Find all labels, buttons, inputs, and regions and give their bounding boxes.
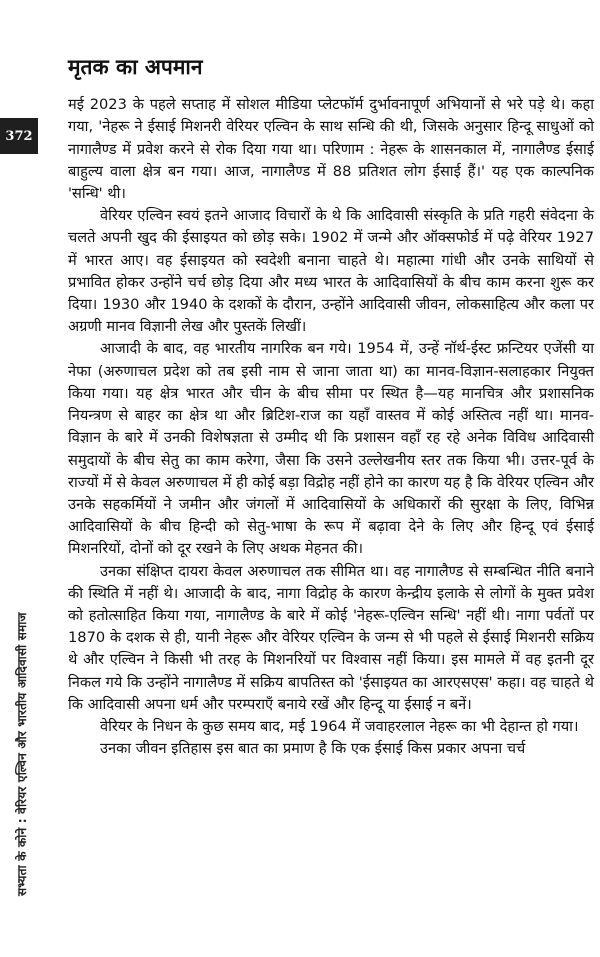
page-number: 372 xyxy=(0,118,38,154)
paragraph: वेरियर के निधन के कुछ समय बाद, मई 1964 में जवाहरलाल नेहरू का भी देहान्त हो गया। xyxy=(100,717,579,735)
page-content xyxy=(68,54,594,760)
paragraph: उनका संक्षिप्त दायरा केवल अरुणाचल तक सीमित था। वह नागालैण्ड से सम्बन्धित नीति बनाने की स्थिति में नहीं थे। आजादी के बाद, नागा विद्रोह के कारण केन्द्रीय इलाके से लोगों के मुक्त प्रवेश को हतोत्साहित किया गया, नागालैण्ड के बारे में कोई 'नेहरू-एल्विन सन्धि' नहीं थी। नागा पर्वतों पर 1870 के दशक से ही, यानी नेहरू और वेरियर एल्विन के जन्म से भी पहले से ईसाई मिशनरी सक्रिय थे और एल्विन ने किसी भी तरह के मिशनरियों पर विश्वास नहीं किया। इस मामले में वह इतनी दूर निकल गये कि उन्होंने नागालैण्ड में सक्रिय बापतिस्त को 'ईसाइयत का आरएसएस' कहा। वह चाहते थे कि आदिवासी अपना धर्म और परम्पराएँ बनाये रखें और हिन्दू या ईसाई न बनें। xyxy=(68,562,594,713)
paragraph: वेरियर एल्विन स्वयं इतने आजाद विचारों के थे कि आदिवासी संस्कृति के प्रति गहरी संवेदना के चलते अपनी खुद की ईसाइयत को छोड़ सके। 1902 में जन्मे और ऑक्सफोर्ड में पढ़े वेरियर 1927 में भारत आए। वह ईसाइयत को स्वदेशी बनाना चाहते थे। महात्मा गांधी और उनके साथियों से प्रभावित होकर उन्होंने चर्च छोड़ दिया और मध्य भारत के आदिवासियों के बीच काम करना शुरू कर दिया। 1930 और 1940 के दशकों के दौरान, उन्होंने आदिवासी जीवन, लोकसाहित्य और कला पर अग्रणी मानव विज्ञानी लेख और पुस्तकें लिखीं। xyxy=(68,207,594,336)
running-head-text: सभ्यता के कोने : वेरियर एल्विन और भारतीय आदिवासी समाज xyxy=(15,612,29,896)
paragraph: मई 2023 के पहले सप्ताह में सोशल मीडिया प्लेटफॉर्म दुर्भावनापूर्ण अभियानों से भरे पड़े थे। कहा गया, 'नेहरू ने ईसाई मिशनरी वेरियर एल्विन के साथ सन्धि की थी, जिसके अनुसार हिन्दू साधुओं को नागालैण्ड में प्रवेश करने से रोक दिया गया था। परिणाम : नेहरू के शासनकाल में, नागालैण्ड ईसाई बाहुल्य वाला क्षेत्र बन गया। आज, नागालैण्ड में 88 प्रतिशत लोग ईसाई हैं।' यह एक काल्पनिक 'सन्धि' थी। xyxy=(68,96,594,203)
paragraph: आजादी के बाद, वह भारतीय नागरिक बन गये। 1954 में, उन्हें नॉर्थ-ईस्ट फ्रन्टियर एजेंसी या नेफा (अरुणाचल प्रदेश को तब इसी नाम से जाना जाता था) का मानव-विज्ञान-सलाहकार नियुक्त किया गया। यह क्षेत्र भारत और चीन के बीच सीमा पर स्थित है—यह मानचित्र और प्रशासनिक नियन्त्रण से बाहर का क्षेत्र था और ब्रिटिश-राज का यहाँ वास्तव में कोई अस्तित्व नहीं था। मानव-विज्ञान के बारे में उनकी विशेषज्ञता से उम्मीद थी कि प्रशासन वहाँ रह रहे अनेक विविध आदिवासी समुदायों के बीच सेतु का काम करेगा, जैसा कि उसने उल्लेखनीय स्तर तक किया भी। उत्तर-पूर्व के राज्यों में से केवल अरुणाचल में ही कोई बड़ा विद्रोह नहीं होने का कारण यह है कि वेरियर एल्विन और उनके सहकर्मियों ने जमीन और जंगलों में आदिवासियों के अधिकारों की सुरक्षा के लिए, विभिन्न आदिवासियों के बीच हिन्दी को सेतु-भाषा के रूप में बढ़ावा देने के लिए और हिन्दू एवं ईसाई मिशनरियों, दोनों को दूर रखने के लिए अथक मेहनत की। xyxy=(68,340,594,558)
section-title: मृतक का अपमान xyxy=(68,55,203,79)
paragraph: उनका जीवन इतिहास इस बात का प्रमाण है कि एक ईसाई किस प्रकार अपना चर्च xyxy=(100,740,526,758)
